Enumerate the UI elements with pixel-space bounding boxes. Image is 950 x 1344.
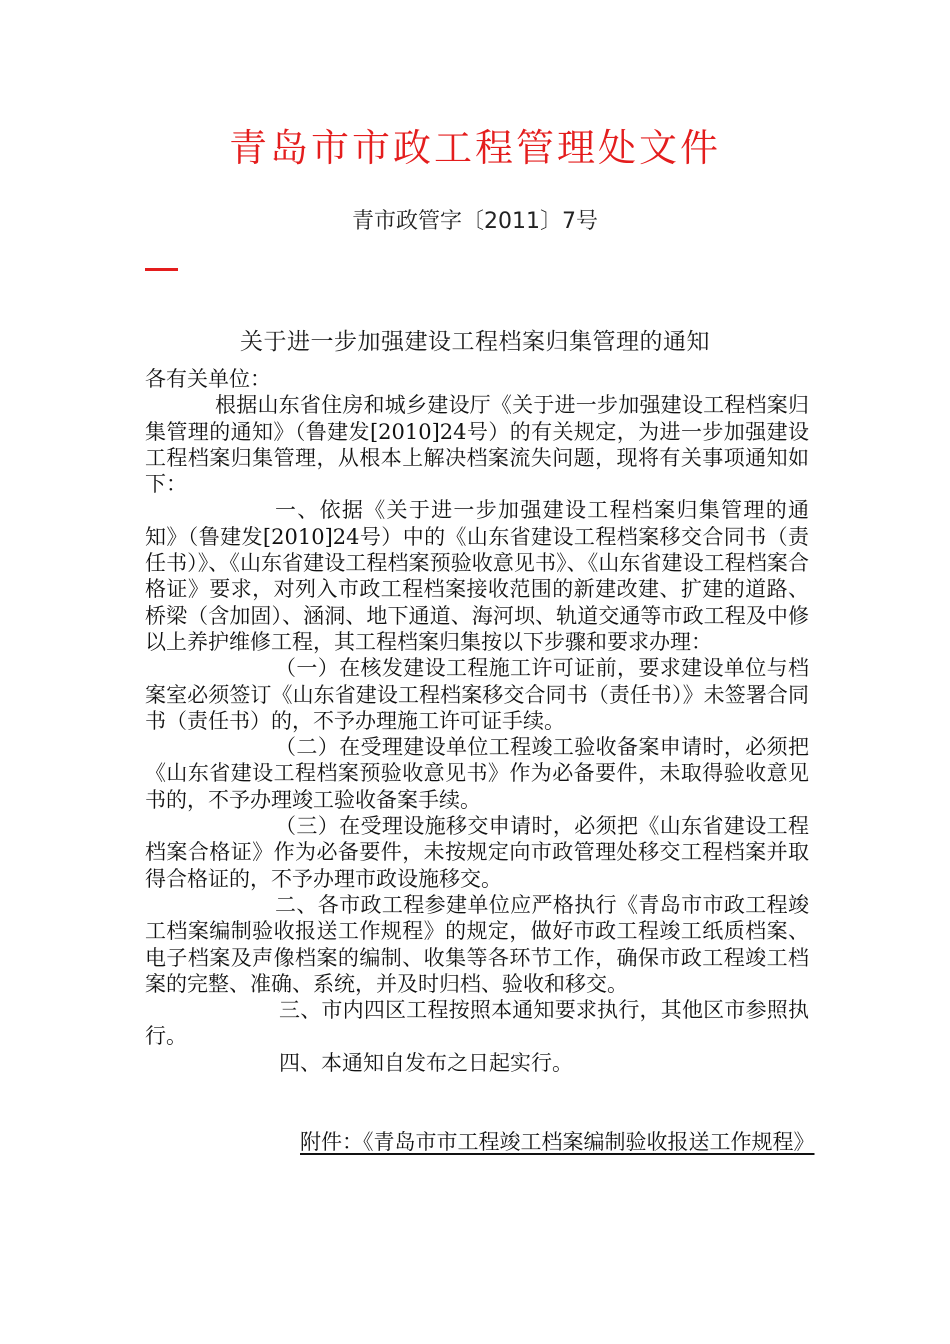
item-1-2-paragraph: （二）在受理建设单位工程竣工验收备案申请时，必须把《山东省建设工程档案预验收意见书》作为必备要件，未取得验收意见书的，不予办理竣工验收备案手续。	[145, 735, 809, 812]
red-separator-line	[145, 268, 178, 271]
item-3-paragraph: 三、市内四区工程按照本通知要求执行，其他区市参照执行。	[145, 998, 809, 1049]
item-2-paragraph: 二、各市政工程参建单位应严格执行《青岛市市政工程竣工档案编制验收报送工作规程》的规定，做好市政工程竣工纸质档案、电子档案及声像档案的编制、收集等各环节工作，确保市政工程竣工档案的完整、准确、系统，并及时归档、验收和移交。	[145, 892, 809, 996]
salutation: 各有关单位：	[145, 367, 271, 391]
item-1-3-paragraph: （三）在受理设施移交申请时，必须把《山东省建设工程档案合格证》作为必备要件，未按规定向市政管理处移交工程档案并取得合格证的，不予办理市政设施移交。	[145, 814, 809, 891]
intro-paragraph: 根据山东省住房和城乡建设厅《关于进一步加强建设工程档案归集管理的通知》（鲁建发[2010]24号）的有关规定，为进一步加强建设工程档案归集管理，从根本上解决档案流失问题，现将有关事项通知如下：	[145, 393, 809, 497]
notice-title: 关于进一步加强建设工程档案归集管理的通知	[240, 329, 710, 355]
notice-body	[145, 366, 815, 1157]
item-4-paragraph: 四、本通知自发布之日起实行。	[279, 1050, 573, 1075]
item-1-1-paragraph: （一）在核发建设工程施工许可证前，要求建设单位与档案室必须签订《山东省建设工程档案移交合同书（责任书）》未签署合同书（责任书）的，不予办理施工许可证手续。	[145, 656, 809, 733]
spacer	[145, 1076, 809, 1128]
document-number: 青市政管字〔2011〕7号	[352, 209, 598, 234]
item-1-paragraph: 一、依据《关于进一步加强建设工程档案归集管理的通知》（鲁建发[2010]24号）中的《山东省建设工程档案移交合同书（责任书）》、《山东省建设工程档案预验收意见书》、《山东省建设工程档案合格证》要求，对列入市政工程档案接收范围的新建改建、扩建的道路、桥梁（含加固）、涵洞、地下通道、海河坝、轨道交通等市政工程及中修以上养护维修工程，其工程档案归集按以下步骤和要求办理：	[145, 498, 809, 654]
document-header-title: 青岛市市政工程管理处文件	[228, 126, 721, 170]
attachment-link[interactable]: 附件：《青岛市市工程竣工档案编制验收报送工作规程》	[300, 1130, 815, 1155]
